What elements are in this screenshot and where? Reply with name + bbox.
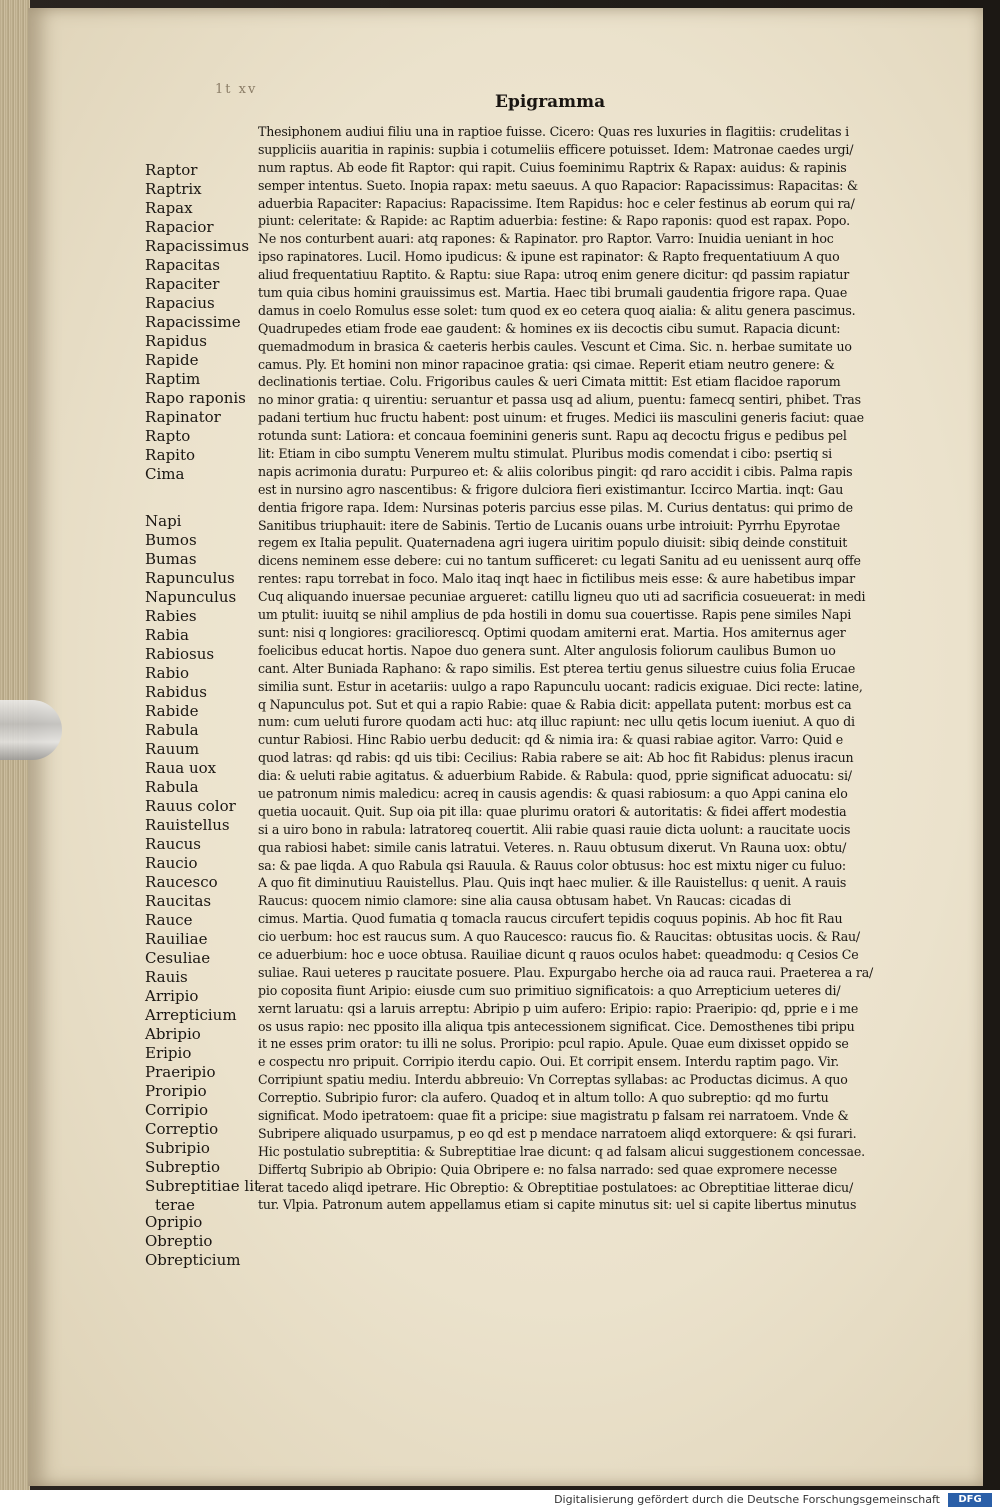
margin-note: Subreptio <box>145 1158 221 1176</box>
margin-note: Rabula <box>145 721 199 739</box>
margin-note: Subripio <box>145 1139 210 1157</box>
text-line: quod latras: qd rabis: qd uis tibi: Cecilius: Rabia rabere se ait: Ab hoc fit Rabidus: plenus iracun <box>258 750 854 766</box>
margin-note: Rauum <box>145 740 200 758</box>
margin-note: Arripio <box>145 987 199 1005</box>
top-marks: 1t xv <box>215 82 258 97</box>
footer-bar <box>0 1490 1000 1510</box>
margin-note: Praeripio <box>145 1063 216 1081</box>
text-line: napis acrimonia duratu: Purpureo et: & aliis coloribus pingit: qd raro accidit i cibis. Palma rapis <box>258 463 853 479</box>
text-line: Correptio. Subripio furor: cla aufero. Quadoq et in altum tollo: A quo subreptio: qd mo furtu <box>258 1090 829 1106</box>
margin-note: Rabidus <box>145 683 207 701</box>
margin-note: Rauis <box>145 968 188 986</box>
text-line: foelicibus educat hortis. Napoe duo genera sunt. Alter angulosis foliorum caulibus Bumon uo <box>258 642 836 658</box>
margin-note: Rapacitas <box>145 256 220 274</box>
margin-note: Bumas <box>145 550 197 568</box>
text-line: no minor gratia: q uirentiu: seruantur et passa usq ad alium, puentu: famecq sentiri, phibet. Tras <box>258 392 861 408</box>
text-line: declinationis tertiae. Colu. Frigoribus caules & ueri Cimata mittit: Est etiam flacidoe raporum <box>258 374 841 390</box>
text-line: Raucus: quocem nimio clamore: sine alia causa obtusam habet. Vn Raucas: cicadas di <box>258 893 791 909</box>
text-line: os usus rapio: nec pposito illa aliqua tpis antecessionem significat. Cice. Demosthenes tibi pripu <box>258 1018 855 1034</box>
text-line: Quadrupedes etiam frode eae gaudent: & homines ex iis decoctis cibu sumut. Rapacia dicunt: <box>258 320 841 336</box>
margin-note: Rapacissime <box>145 313 241 331</box>
text-line: lit: Etiam in cibo sumptu Venerem multu stimulat. Pluribus modis comendat i cibo: psertiq si <box>258 446 832 462</box>
margin-note: Rapunculus <box>145 569 235 587</box>
margin-note: Raptrix <box>145 180 202 198</box>
text-line: erat tacedo aliqd ipetrare. Hic Obreptio: & Obreptitiae postulatoes: ac Obreptitiae litterae dicu/ <box>258 1179 854 1195</box>
margin-note: Rauus color <box>145 797 236 815</box>
margin-note: Raptor <box>145 161 198 179</box>
text-line: significat. Modo ipetratoem: quae fit a pricipe: siue magistratu p falsam rei narratoem. Vnde & <box>258 1107 849 1123</box>
text-line: aliud frequentatiuu Raptito. & Raptu: siue Rapa: utroq enim genere dicitur: qd passim rapiatur <box>258 267 850 283</box>
margin-note: Rauistellus <box>145 816 230 834</box>
text-line: suliae. Raui ueteres p raucitate posuere. Plau. Expurgabo herche oia ad rauca raui. Praeterea a ra/ <box>258 964 874 980</box>
margin-note: Napi <box>145 512 182 530</box>
text-line: damus in coelo Romulus esse solet: tum quod ex eo cetera quoq aialia: & alitu genera pascimus. <box>258 302 856 318</box>
margin-note: Rapacior <box>145 218 214 236</box>
text-line: sunt: nisi q longiores: graciliorescq. Optimi quodam amiterni erat. Martia. Hos amiternus ager <box>258 624 846 640</box>
text-line: cimus. Martia. Quod fumatia q tomacla raucus circufert tepidis coquus popinis. Ab hoc fit Rau <box>258 911 843 927</box>
margin-note: terae <box>155 1196 195 1214</box>
text-line: Subripere aliquado usurpamus, p eo qd est p mendace narratoem aliqd extorquere: & qsi furari. <box>258 1125 857 1141</box>
page-clip <box>0 700 62 760</box>
text-line: cuntur Rabiosi. Hinc Rabio uerbu deducit: qd & nimia ira: & quasi rabiae agitor. Varro: Quid e <box>258 732 843 748</box>
margin-note: Rapacissimus <box>145 237 250 255</box>
text-line: camus. Ply. Et homini non minor rapacinoe gratia: qsi cimae. Reperit etiam neutro genere: & <box>258 356 835 372</box>
text-line: tum quia cibus homini grauissimus est. Martia. Haec tibi brumali gaudentia frigore rapa. Quae <box>258 285 848 301</box>
text-line: tur. Vlpia. Patronum autem appellamus etiam si capite minutus sit: uel si capite libertus minutus <box>258 1197 857 1213</box>
text-line: padani tertium huc fructu habent: post uinum: et fruges. Medici iis masculini generis faciut: quae <box>258 410 864 426</box>
text-line: si a uiro bono in rabula: latratoreq couertit. Alii rabie quasi rauie dicta uolunt: a raucitate uocis <box>258 821 851 837</box>
text-line: Thesiphonem audiui filiu una in raptioe fuisse. Cicero: Quas res luxuries in flagitiis: crudelitas i <box>258 124 849 139</box>
text-line: ue patronum nimis maledicu: acreq in causis agendis: & quasi rabiosum: a quo Appi canina elo <box>258 785 848 801</box>
margin-note: Bumos <box>145 531 197 549</box>
text-line: pio coposita fiunt Aripio: eiusde cum suo primitiuo significatois: a quo Arrepticium ueteres di/ <box>258 982 841 998</box>
margin-note: Raucitas <box>145 892 212 910</box>
margin-note: Rabies <box>145 607 197 625</box>
margin-note: Raucesco <box>145 873 218 891</box>
text-line: dicens neminem esse debere: cui no tantum sufficeret: cu legati Sanitu ad eu uenissent aurq offe <box>258 553 861 569</box>
margin-note: Subreptitiae lit <box>145 1177 261 1195</box>
text-line: q Napunculus pot. Sut et qui a rapio Rabie: quae & Rabia dicit: appellata putent: morbus est ca <box>258 696 852 712</box>
margin-note: Rapidus <box>145 332 207 350</box>
text-line: suppliciis auaritia in rapinis: supbia i cotumeliis efficere potuisset. Idem: Matronae caedes urgi/ <box>258 141 854 157</box>
margin-note: Cesuliae <box>145 949 211 967</box>
text-line: rotunda sunt: Latiora: et concaua foeminini generis sunt. Rapu aq decoctu frigus e pedibus pel <box>258 428 847 444</box>
text-line: ipso rapinatores. Lucil. Homo ipudicus: & ipune est rapinator: & Rapto frequentatiuum A quo <box>258 249 840 265</box>
text-line: regem ex Italia pepulit. Quaternadena agri iugera uiritim populo diuisit: sibiq deinde constituit <box>258 535 848 551</box>
margin-note: Rapo raponis <box>145 389 246 407</box>
margin-note: Rauce <box>145 911 193 929</box>
margin-note: Rapax <box>145 199 193 217</box>
margin-note: Rabide <box>145 702 199 720</box>
text-line: sa: & pae liqda. A quo Rabula qsi Rauula. & Rauus color obtusus: hoc est mixtu niger cu fuluo: <box>258 857 846 873</box>
margin-note: Rabio <box>145 664 190 682</box>
margin-note: Rapacius <box>145 294 215 312</box>
margin-note: Rapaciter <box>145 275 220 293</box>
text-line: Ne nos conturbent auari: atq rapones: & Rapinator. pro Raptor. Varro: Inuidia ueniant in hoc <box>258 231 834 247</box>
margin-note: Rapinator <box>145 408 221 426</box>
text-line: num: cum ueluti furore quodam acti huc: atq illuc rapiunt: nec ullu qetis locum iueniut. A quo di <box>258 714 855 730</box>
margin-note: Raua uox <box>145 759 217 777</box>
margin-note: Rauiliae <box>145 930 208 948</box>
dfg-logo: DFG <box>948 1493 992 1507</box>
text-line: cio uerbum: hoc est raucus sum. A quo Raucesco: raucus fio. & Raucitas: obtusitas uocis. & Rau/ <box>258 929 860 945</box>
text-line: num raptus. Ab eode fit Raptor: qui rapit. Cuius foeminimu Raptrix & Rapax: auidus: & rapinis <box>258 159 847 175</box>
margin-note: Cima <box>145 465 185 483</box>
text-line: cant. Alter Buniada Raphano: & rapo similis. Est pterea tertiu genus siluestre cuius folia Erucae <box>258 660 856 676</box>
main-text <box>258 123 928 1214</box>
text-line: A quo fit diminutiuu Rauistellus. Plau. Quis inqt haec mulier. & ille Rauistellus: q uenit. A rauis <box>258 875 847 891</box>
text-line: Hic postulatio subreptitia: & Subreptitiae lrae dicunt: q ad falsam alicui suggestionem concessae. <box>258 1143 865 1159</box>
text-line: quetia uocauit. Quit. Sup oia pit illa: quae plurimu oratori & autoritatis: & fidei affert modestia <box>258 803 847 819</box>
text-line: it ne esses prim orator: tu illi ne solus. Proripio: pcul rapio. Apule. Quae eum dixisset oppido se <box>258 1036 849 1052</box>
margin-note: Rapto <box>145 427 191 445</box>
margin-note: Proripio <box>145 1082 207 1100</box>
margin-note: Corripio <box>145 1101 209 1119</box>
text-line: aduerbia Rapaciter: Rapacius: Rapacissime. Item Rapidus: hoc e celer festinus ab eorum qui ra/ <box>258 195 855 211</box>
text-line: rentes: rapu torrebat in foco. Malo itaq inqt haec in fictilibus meis esse: & aure habetibus impar <box>258 571 855 587</box>
text-line: piunt: celeritate: & Rapide: ac Raptim aduerbia: festine: & Rapo raponis: quod est rapax. Popo. <box>258 213 850 229</box>
margin-note: Abripio <box>145 1025 201 1043</box>
margin-note: Obreptio <box>145 1232 213 1250</box>
text-line: qua rabiosi habet: simile canis latratui. Veteres. n. Rauu obtusum dixerut. Vn Rauna uox: obtu/ <box>258 839 847 855</box>
text-line: e cospectu nro pripuit. Corripio iterdu capio. Oui. Et corripit ensem. Interdu raptim pago. Vir. <box>258 1054 839 1070</box>
text-line: Cuq aliquando inuersae pecuniae argueret: catillu ligneu quo uti ad sacrificia cosueuerat: in medi <box>258 589 866 605</box>
margin-note: Rabula <box>145 778 199 796</box>
text-line: um ptulit: iuuitq se nihil amplius de pda hostili in domu sua couertisse. Rapis pene similes Napi <box>258 607 852 623</box>
margin-note: Rapito <box>145 446 196 464</box>
text-line: Corripiunt spatiu mediu. Interdu abbreuio: Vn Correptas syllabas: ac Productas dicimus. A quo <box>258 1072 848 1088</box>
margin-note: Raucus <box>145 835 202 853</box>
margin-note: Arrepticium <box>145 1006 237 1024</box>
text-line: ce aduerbium: hoc e uoce obtusa. Rauiliae dicunt q rauos oculos habet: queadmodu: q Cesios Ce <box>258 946 859 962</box>
margin-note: Rabia <box>145 626 189 644</box>
footer-credit: Digitalisierung gefördert durch die Deutsche Forschungsgemeinschaft <box>554 1493 940 1506</box>
margin-note: Rabiosus <box>145 645 215 663</box>
margin-note: Opripio <box>145 1213 203 1231</box>
margin-note: Raucio <box>145 854 198 872</box>
text-line: semper intentus. Sueto. Inopia rapax: metu saeuus. A quo Rapacior: Rapacissimus: Rapacitas: & <box>258 177 858 193</box>
text-line: dia: & ueluti rabie agitatus. & aduerbium Rabide. & Rabula: quod, pprie significat aduocatu: si/ <box>258 768 852 784</box>
running-head: Epigramma <box>495 92 606 112</box>
text-line: xernt laruatu: qsi a laruis arreptu: Abripio p uim aufero: Eripio: rapio: Praeripio: qd, pprie e i me <box>258 1000 859 1016</box>
margin-note: Correptio <box>145 1120 219 1138</box>
margin-note: Raptim <box>145 370 201 388</box>
text-line: quemadmodum in brasica & caeteris herbis caules. Vescunt et Cima. Sic. n. herbae sumitate uo <box>258 338 852 354</box>
margin-note: Napunculus <box>145 588 237 606</box>
text-line: dentia frigore rapa. Idem: Nursinas poteris parcius esse pilas. M. Curius dentatus: qui primo de <box>258 499 853 515</box>
margin-note: Obrepticium <box>145 1251 241 1269</box>
margin-note: Rapide <box>145 351 199 369</box>
margin-note: Eripio <box>145 1044 192 1062</box>
text-line: est in nursino agro nascentibus: & frigore dulciora fieri existimantur. Iccirco Martia. inqt: Gau <box>258 481 844 497</box>
text-line: Differtq Subripio ab Obripio: Quia Obripere e: no falsa narrado: sed quae expromere necesse <box>258 1161 837 1177</box>
text-line: Sanitibus triuphauit: itere de Sabinis. Tertio de Lucanis ouans urbe introiuit: Pyrrhu Epyrotae <box>258 517 840 533</box>
text-line: similia sunt. Estur in acetariis: uulgo a rapo Rapunculu uocant: radicis exiguae. Dici recte: latine, <box>258 678 863 694</box>
